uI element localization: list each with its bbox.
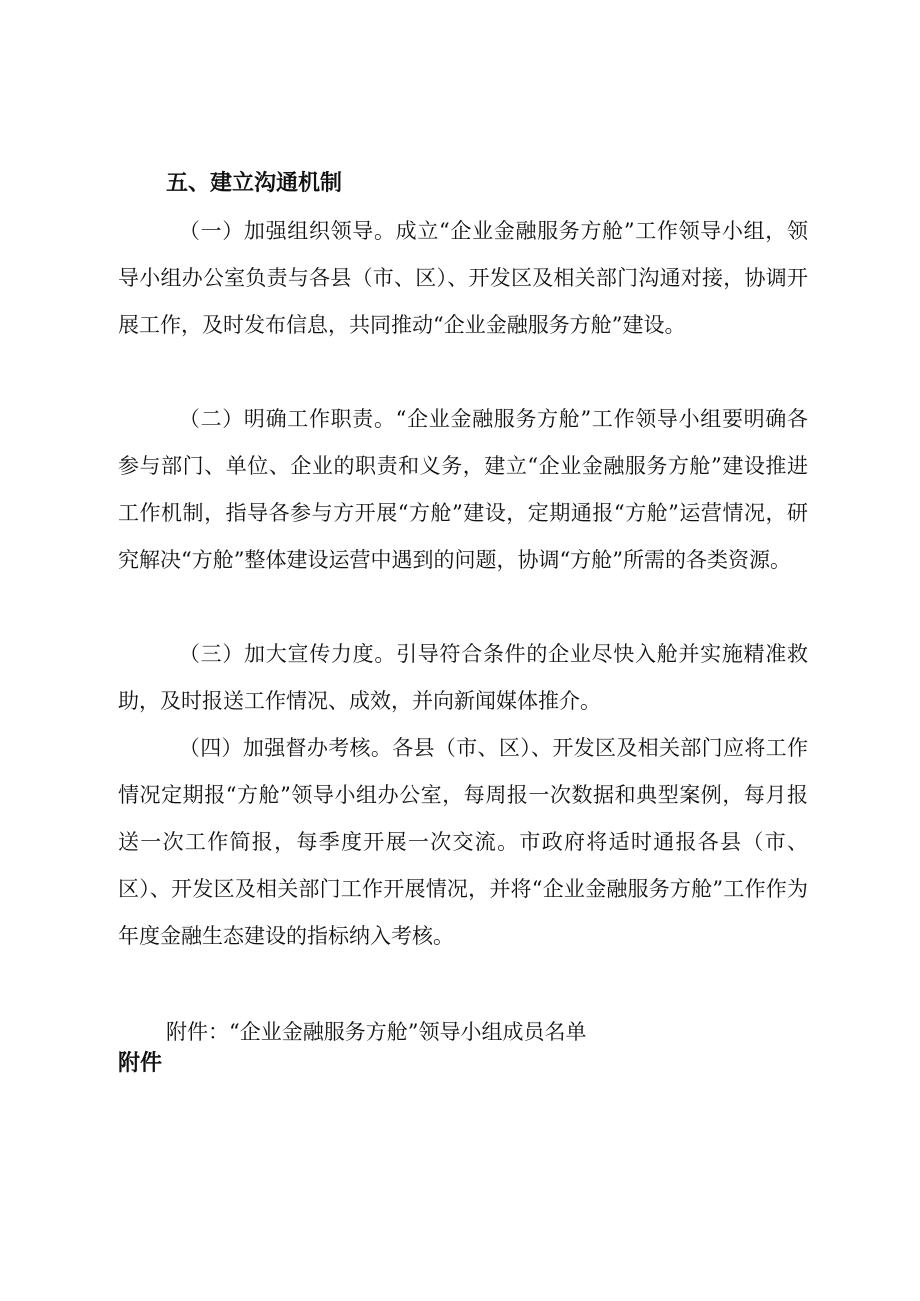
attachment-label: 附件 <box>118 1051 163 1076</box>
paragraph-organization-leadership: （一）加强组织领导。成立“企业金融服务方舱”工作领导小组，领导小组办公室负责与各县（市、区）、开发区及相关部门沟通对接，协调开展工作，及时发布信息，共同推动“企业金融服务方舱”建设。 <box>118 219 808 337</box>
section-heading: 五、建立沟通机制 <box>166 171 343 196</box>
paragraph-publicity: （三）加大宣传力度。引导符合条件的企业尽快入舱并实施精准救助，及时报送工作情况、成效，并向新闻媒体推介。 <box>118 642 808 713</box>
paragraph-supervision-assessment: （四）加强督办考核。各县（市、区）、开发区及相关部门应将工作情况定期报“方舱”领导小组办公室，每周报一次数据和典型案例，每月报送一次工作简报，每季度开展一次交流。市政府将适时通报各县（市、区）、开发区及相关部门工作开展情况，并将“企业金融服务方舱”工作作为年度金融生态建设的指标纳入考核。 <box>118 736 808 948</box>
paragraph-work-responsibilities: （二）明确工作职责。“企业金融服务方舱”工作领导小组要明确各参与部门、单位、企业的职责和义务，建立“企业金融服务方舱”建设推进工作机制，指导各参与方开展“方舱”建设，定期通报“方舱”运营情况，研究解决“方舱”整体建设运营中遇到的问题，协调“方舱”所需的各类资源。 <box>118 407 808 572</box>
attachment-reference: 附件：“企业金融服务方舱”领导小组成员名单 <box>166 1020 587 1044</box>
